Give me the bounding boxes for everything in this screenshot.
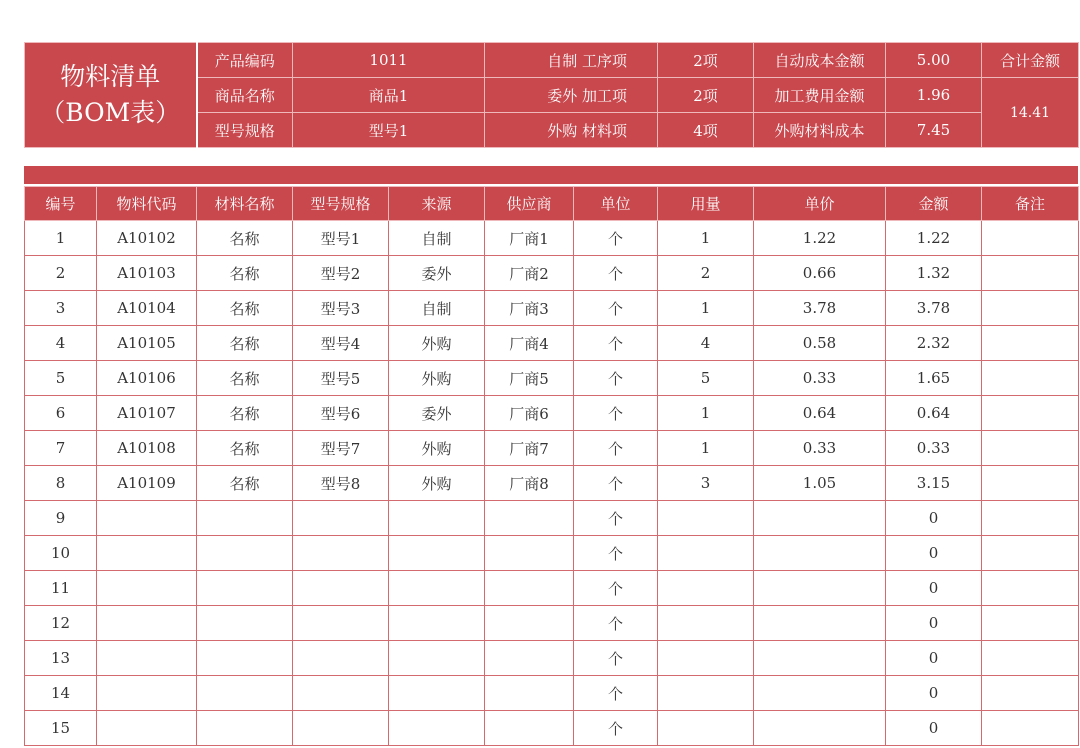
cell-material-code[interactable] (97, 536, 197, 571)
cell-material-name[interactable]: 名称 (197, 291, 293, 326)
cell-unit[interactable]: 个 (574, 536, 658, 571)
cell-material-code[interactable] (97, 571, 197, 606)
cell-model-spec[interactable] (293, 711, 389, 746)
cell-source[interactable] (389, 501, 485, 536)
cell-material-code[interactable]: A10103 (97, 256, 197, 291)
cell-supplier[interactable] (485, 711, 574, 746)
cell-unit[interactable]: 个 (574, 291, 658, 326)
self-made-count[interactable]: 2项 (658, 43, 754, 78)
outsourced-count[interactable]: 2项 (658, 78, 754, 113)
outsourced-label: 委外 加工项 (485, 78, 658, 113)
cell-remark[interactable] (982, 501, 1079, 536)
cell-material-name[interactable] (197, 536, 293, 571)
cell-material-code[interactable] (97, 711, 197, 746)
column-header-supplier[interactable]: 供应商 (485, 187, 574, 221)
cell-index[interactable]: 2 (25, 256, 97, 291)
cell-supplier[interactable] (485, 606, 574, 641)
cell-source[interactable]: 委外 (389, 396, 485, 431)
cell-index[interactable]: 12 (25, 606, 97, 641)
cell-index[interactable]: 6 (25, 396, 97, 431)
cell-model-spec[interactable] (293, 571, 389, 606)
cell-index[interactable]: 11 (25, 571, 97, 606)
material-table (24, 186, 1079, 746)
cell-supplier[interactable] (485, 536, 574, 571)
cell-supplier[interactable]: 厂商3 (485, 291, 574, 326)
cell-amount[interactable]: 0 (886, 711, 982, 746)
cell-unit-price[interactable]: 0.33 (754, 431, 886, 466)
table-row (25, 466, 1079, 501)
product-code-value[interactable]: 1011 (293, 43, 485, 78)
divider-band (24, 166, 1078, 184)
cell-material-name[interactable]: 名称 (197, 256, 293, 291)
auto-cost-value[interactable]: 5.00 (886, 43, 982, 78)
cell-index[interactable]: 14 (25, 676, 97, 711)
cell-amount[interactable]: 0.33 (886, 431, 982, 466)
cell-material-name[interactable]: 名称 (197, 396, 293, 431)
table-row (25, 291, 1079, 326)
cell-supplier[interactable]: 厂商4 (485, 326, 574, 361)
cell-source[interactable]: 外购 (389, 431, 485, 466)
product-name-value[interactable]: 商品1 (293, 78, 485, 113)
cell-unit-price[interactable] (754, 676, 886, 711)
column-header-index[interactable]: 编号 (25, 187, 97, 221)
column-header-unit-price[interactable]: 单价 (754, 187, 886, 221)
table-row (25, 326, 1079, 361)
cell-unit-price[interactable]: 0.33 (754, 361, 886, 396)
cell-material-name[interactable]: 名称 (197, 221, 293, 256)
cell-remark[interactable] (982, 466, 1079, 501)
table-row (25, 361, 1079, 396)
auto-cost-label: 自动成本金额 (754, 43, 886, 78)
cell-quantity[interactable]: 1 (658, 291, 754, 326)
column-header-amount[interactable]: 金额 (886, 187, 982, 221)
model-spec-label: 型号规格 (197, 113, 293, 148)
cell-unit[interactable]: 个 (574, 256, 658, 291)
table-row (25, 501, 1079, 536)
cell-quantity[interactable] (658, 606, 754, 641)
cell-index[interactable]: 1 (25, 221, 97, 256)
cell-supplier[interactable]: 厂商1 (485, 221, 574, 256)
cell-unit[interactable]: 个 (574, 641, 658, 676)
processing-fee-value[interactable]: 1.96 (886, 78, 982, 113)
table-row (25, 221, 1079, 256)
cell-unit[interactable]: 个 (574, 326, 658, 361)
cell-quantity[interactable] (658, 711, 754, 746)
cell-supplier[interactable]: 厂商5 (485, 361, 574, 396)
cell-material-code[interactable]: A10104 (97, 291, 197, 326)
purchased-label: 外购 材料项 (485, 113, 658, 148)
cell-model-spec[interactable] (293, 641, 389, 676)
cell-amount[interactable]: 1.32 (886, 256, 982, 291)
total-amount-label: 合计金额 (982, 43, 1079, 78)
bom-title (25, 43, 197, 148)
column-header-model-spec[interactable]: 型号规格 (293, 187, 389, 221)
table-row (25, 676, 1079, 711)
cell-index[interactable]: 15 (25, 711, 97, 746)
table-row (25, 256, 1079, 291)
cell-index[interactable]: 9 (25, 501, 97, 536)
cell-unit-price[interactable] (754, 606, 886, 641)
total-amount-value[interactable]: 14.41 (982, 78, 1079, 148)
cell-remark[interactable] (982, 676, 1079, 711)
cell-remark[interactable] (982, 326, 1079, 361)
cell-material-code[interactable]: A10108 (97, 431, 197, 466)
cell-unit-price[interactable]: 0.66 (754, 256, 886, 291)
cell-quantity[interactable]: 1 (658, 431, 754, 466)
cell-remark[interactable] (982, 291, 1079, 326)
table-row (25, 431, 1079, 466)
cell-model-spec[interactable]: 型号7 (293, 431, 389, 466)
cell-unit-price[interactable] (754, 641, 886, 676)
cell-material-code[interactable] (97, 641, 197, 676)
cell-amount[interactable]: 3.15 (886, 466, 982, 501)
cell-source[interactable]: 自制 (389, 291, 485, 326)
cell-unit[interactable]: 个 (574, 676, 658, 711)
cell-unit-price[interactable] (754, 571, 886, 606)
cell-amount[interactable]: 1.65 (886, 361, 982, 396)
cell-unit-price[interactable] (754, 711, 886, 746)
cell-remark[interactable] (982, 606, 1079, 641)
cell-unit-price[interactable]: 1.05 (754, 466, 886, 501)
cell-remark[interactable] (982, 536, 1079, 571)
cell-supplier[interactable]: 厂商2 (485, 256, 574, 291)
cell-material-name[interactable] (197, 641, 293, 676)
cell-unit-price[interactable] (754, 536, 886, 571)
table-body (25, 221, 1079, 746)
cell-model-spec[interactable]: 型号5 (293, 361, 389, 396)
cell-source[interactable]: 自制 (389, 221, 485, 256)
cell-remark[interactable] (982, 711, 1079, 746)
cell-supplier[interactable] (485, 676, 574, 711)
cell-source[interactable] (389, 536, 485, 571)
cell-model-spec[interactable]: 型号6 (293, 396, 389, 431)
cell-unit-price[interactable]: 1.22 (754, 221, 886, 256)
cell-source[interactable]: 外购 (389, 466, 485, 501)
cell-amount[interactable]: 0.64 (886, 396, 982, 431)
cell-quantity[interactable]: 5 (658, 361, 754, 396)
title-line-2: （BOM表） (40, 98, 181, 127)
cell-unit[interactable]: 个 (574, 501, 658, 536)
table-row (25, 606, 1079, 641)
cell-material-code[interactable] (97, 606, 197, 641)
cell-unit[interactable]: 个 (574, 606, 658, 641)
cell-supplier[interactable]: 厂商6 (485, 396, 574, 431)
cell-quantity[interactable]: 2 (658, 256, 754, 291)
table-row (25, 396, 1079, 431)
cell-supplier[interactable]: 厂商8 (485, 466, 574, 501)
cell-unit[interactable]: 个 (574, 431, 658, 466)
cell-remark[interactable] (982, 256, 1079, 291)
cell-quantity[interactable] (658, 571, 754, 606)
cell-model-spec[interactable]: 型号1 (293, 221, 389, 256)
cell-supplier[interactable] (485, 641, 574, 676)
cell-remark[interactable] (982, 431, 1079, 466)
column-header-material-name[interactable]: 材料名称 (197, 187, 293, 221)
cell-material-name[interactable] (197, 676, 293, 711)
cell-unit-price[interactable]: 3.78 (754, 291, 886, 326)
column-header-unit[interactable]: 单位 (574, 187, 658, 221)
cell-material-name[interactable]: 名称 (197, 431, 293, 466)
cell-material-code[interactable]: A10109 (97, 466, 197, 501)
cell-unit[interactable]: 个 (574, 361, 658, 396)
cell-unit[interactable]: 个 (574, 396, 658, 431)
cell-unit[interactable]: 个 (574, 711, 658, 746)
model-spec-value[interactable]: 型号1 (293, 113, 485, 148)
cell-unit[interactable]: 个 (574, 571, 658, 606)
cell-index[interactable]: 7 (25, 431, 97, 466)
cell-source[interactable] (389, 606, 485, 641)
cell-index[interactable]: 3 (25, 291, 97, 326)
cell-amount[interactable]: 0 (886, 571, 982, 606)
cell-material-code[interactable] (97, 501, 197, 536)
cell-model-spec[interactable] (293, 536, 389, 571)
column-header-quantity[interactable]: 用量 (658, 187, 754, 221)
cell-unit-price[interactable]: 0.64 (754, 396, 886, 431)
cell-model-spec[interactable] (293, 606, 389, 641)
cell-supplier[interactable] (485, 571, 574, 606)
cell-unit[interactable]: 个 (574, 466, 658, 501)
cell-source[interactable]: 外购 (389, 361, 485, 396)
cell-model-spec[interactable] (293, 676, 389, 711)
table-row (25, 536, 1079, 571)
table-row (25, 571, 1079, 606)
cell-source[interactable] (389, 711, 485, 746)
cell-source[interactable] (389, 641, 485, 676)
cell-quantity[interactable]: 4 (658, 326, 754, 361)
cell-material-code[interactable]: A10106 (97, 361, 197, 396)
cell-source[interactable] (389, 571, 485, 606)
cell-index[interactable]: 10 (25, 536, 97, 571)
cell-remark[interactable] (982, 396, 1079, 431)
cell-quantity[interactable]: 3 (658, 466, 754, 501)
cell-remark[interactable] (982, 641, 1079, 676)
product-code-label: 产品编码 (197, 43, 293, 78)
cell-source[interactable] (389, 676, 485, 711)
cell-index[interactable]: 8 (25, 466, 97, 501)
column-header-source[interactable]: 来源 (389, 187, 485, 221)
cell-model-spec[interactable] (293, 501, 389, 536)
cell-unit-price[interactable]: 0.58 (754, 326, 886, 361)
cell-source[interactable]: 委外 (389, 256, 485, 291)
cell-material-code[interactable]: A10102 (97, 221, 197, 256)
purchased-cost-value[interactable]: 7.45 (886, 113, 982, 148)
cell-material-name[interactable]: 名称 (197, 466, 293, 501)
cell-amount[interactable]: 2.32 (886, 326, 982, 361)
cell-remark[interactable] (982, 361, 1079, 396)
cell-amount[interactable]: 0 (886, 676, 982, 711)
cell-quantity[interactable] (658, 536, 754, 571)
cell-model-spec[interactable]: 型号3 (293, 291, 389, 326)
cell-model-spec[interactable]: 型号8 (293, 466, 389, 501)
table-row (25, 641, 1079, 676)
cell-quantity[interactable] (658, 676, 754, 711)
cell-amount[interactable]: 0 (886, 536, 982, 571)
cell-remark[interactable] (982, 221, 1079, 256)
cell-amount[interactable]: 3.78 (886, 291, 982, 326)
cell-model-spec[interactable]: 型号2 (293, 256, 389, 291)
cell-material-name[interactable] (197, 571, 293, 606)
cell-material-name[interactable] (197, 501, 293, 536)
table-header-row (25, 187, 1079, 221)
table-row (25, 711, 1079, 746)
cell-unit-price[interactable] (754, 501, 886, 536)
purchased-count[interactable]: 4项 (658, 113, 754, 148)
cell-quantity[interactable] (658, 641, 754, 676)
processing-fee-label: 加工费用金额 (754, 78, 886, 113)
purchased-cost-label: 外购材料成本 (754, 113, 886, 148)
cell-quantity[interactable]: 1 (658, 396, 754, 431)
cell-amount[interactable]: 0 (886, 606, 982, 641)
cell-quantity[interactable] (658, 501, 754, 536)
cell-amount[interactable]: 0 (886, 641, 982, 676)
cell-quantity[interactable]: 1 (658, 221, 754, 256)
title-line-1: 物料清单 (60, 62, 161, 91)
cell-supplier[interactable] (485, 501, 574, 536)
bom-header-table (24, 42, 1079, 148)
cell-index[interactable]: 5 (25, 361, 97, 396)
cell-amount[interactable]: 1.22 (886, 221, 982, 256)
cell-unit[interactable]: 个 (574, 221, 658, 256)
cell-remark[interactable] (982, 571, 1079, 606)
bom-sheet (24, 42, 1078, 746)
product-name-label: 商品名称 (197, 78, 293, 113)
cell-amount[interactable]: 0 (886, 501, 982, 536)
cell-material-name[interactable]: 名称 (197, 326, 293, 361)
cell-supplier[interactable]: 厂商7 (485, 431, 574, 466)
cell-material-code[interactable]: A10107 (97, 396, 197, 431)
cell-material-code[interactable] (97, 676, 197, 711)
self-made-label: 自制 工序项 (485, 43, 658, 78)
cell-material-code[interactable]: A10105 (97, 326, 197, 361)
cell-model-spec[interactable]: 型号4 (293, 326, 389, 361)
cell-index[interactable]: 13 (25, 641, 97, 676)
cell-material-name[interactable] (197, 711, 293, 746)
cell-material-name[interactable] (197, 606, 293, 641)
cell-source[interactable]: 外购 (389, 326, 485, 361)
column-header-remark[interactable]: 备注 (982, 187, 1079, 221)
cell-index[interactable]: 4 (25, 326, 97, 361)
column-header-material-code[interactable]: 物料代码 (97, 187, 197, 221)
cell-material-name[interactable]: 名称 (197, 361, 293, 396)
